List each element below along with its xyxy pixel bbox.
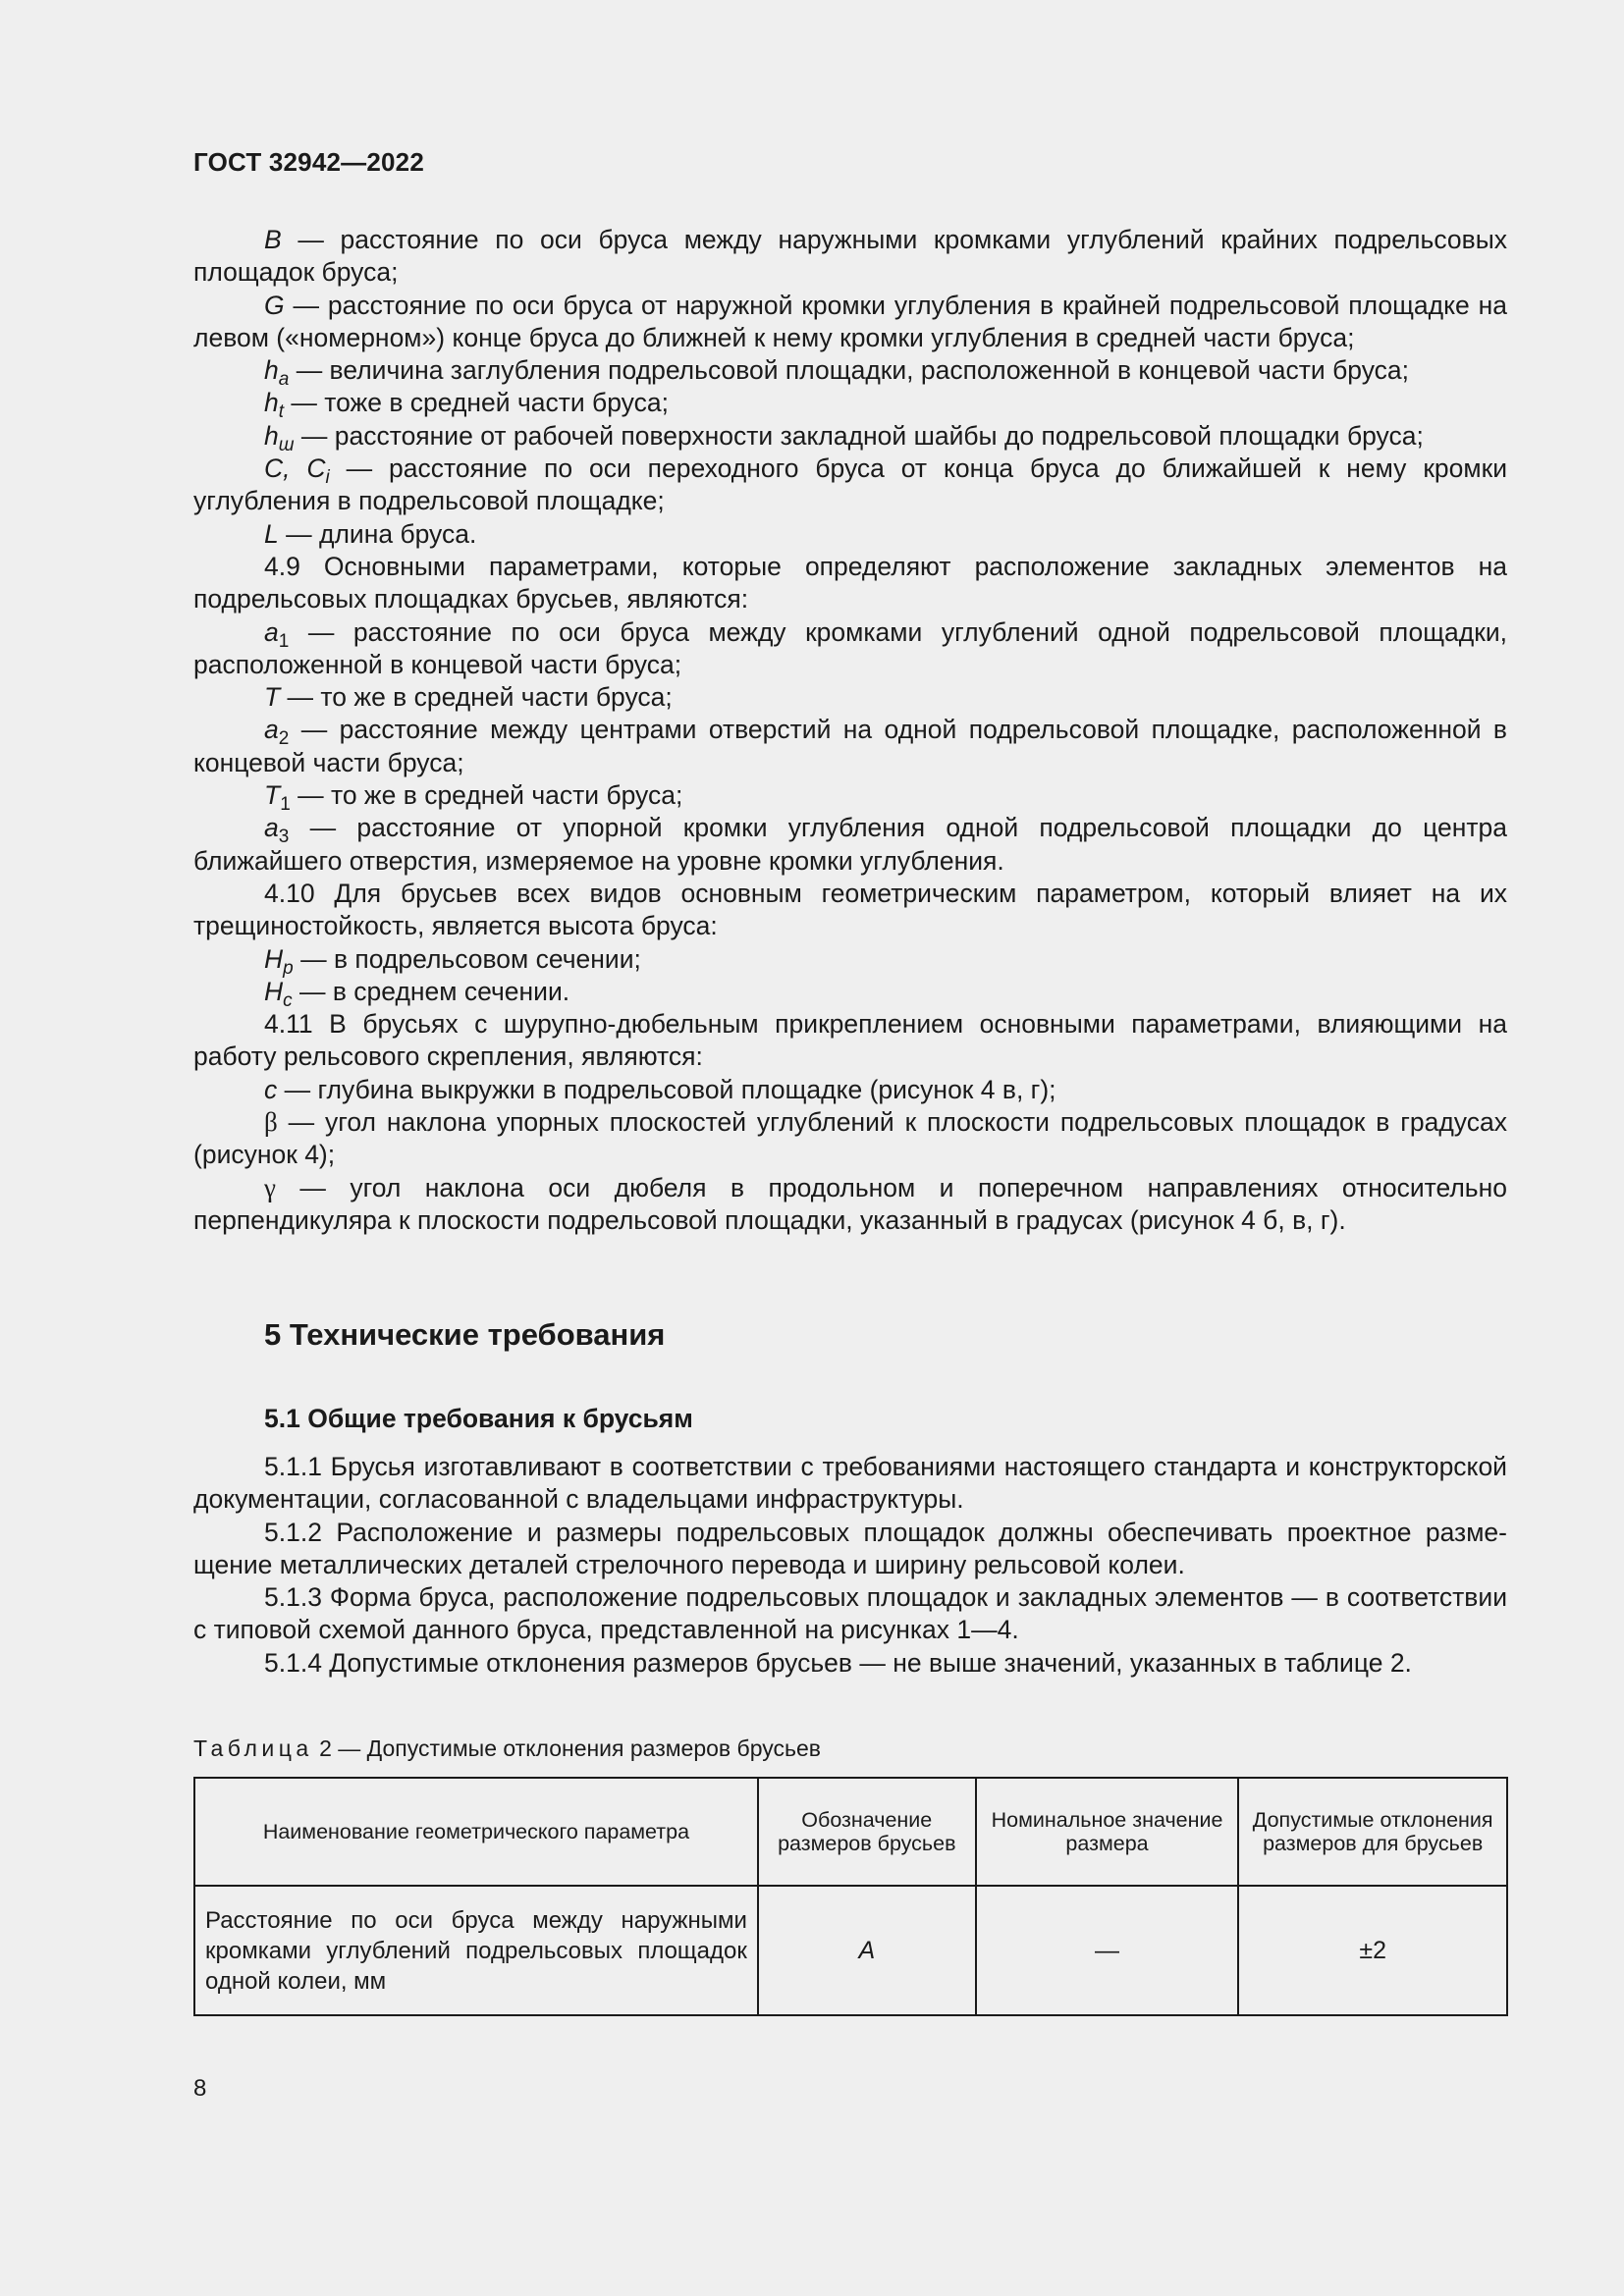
table-row — [194, 1886, 1507, 2015]
clause-item: γ — угол наклона оси дюбеля в продольном и поперечном направлениях относительно перпендикуляра к плоскости подрельсовой площадки, указанный в градусах (рисунок 4 б, в, г). — [193, 1172, 1507, 1235]
table-cell-nominal: — — [976, 1886, 1239, 2015]
table-header-row — [194, 1778, 1507, 1886]
definition-item: B — расстояние по оси бруса между наружными кромками углублений крайних подрельсовых площадок бруса; — [193, 225, 1507, 288]
paragraph: 5.1.2 Расположение и размеры подрельсовых площадок должны обеспечивать проектное размещение металлических деталей стрелочного перевода и ширину рельсовой колеи. — [193, 1517, 1507, 1579]
table-caption — [193, 1735, 821, 1762]
column-header: Обозначение размеров брусьев — [758, 1778, 976, 1886]
table-cell-tolerance: ±2 — [1238, 1886, 1507, 2015]
section-heading: 5 Технические требования — [264, 1317, 666, 1352]
clause-4-9-intro: 4.9 Основными параметрами, которые определяют расположение закладных элементов на подрельсовых площадках брусьев, являются: — [193, 551, 1507, 614]
clause-item: $H_c$ — в среднем сечении. — [264, 976, 570, 1011]
section-5-text — [193, 1451, 1507, 1680]
table-cell-name: Расстояние по оси бруса между наружными кромками углублений подрельсовых площадок одной колеи, мм — [194, 1886, 758, 2015]
table-caption-text: 2 — Допустимые отклонения размеров брусьев — [319, 1735, 821, 1761]
subsection-heading: 5.1 Общие требования к брусьям — [264, 1404, 693, 1433]
clause-item: $T_1$ — то же в средней части бруса; — [264, 780, 683, 816]
column-header: Наименование геометрического параметра — [194, 1778, 758, 1886]
clause-item: $H_p$ — в подрельсовом сечении; — [264, 943, 641, 979]
document-header: ГОСТ 32942—2022 — [193, 147, 424, 177]
paragraph: 5.1.1 Брусья изготавливают в соответствии с требованиями настоящего стандарта и конструкторской документации, согласованной с владельцами инфраструктуры. — [193, 1452, 1507, 1515]
definition-item: L — длина бруса. — [264, 518, 477, 549]
clause-item: $a_2$ — расстояние между центрами отверстий на одной подрельсовой площадке, расположенной в концевой части бруса; — [193, 715, 1507, 777]
body-text-block — [193, 224, 1507, 1237]
column-header: Номинальное значение размера — [976, 1778, 1239, 1886]
column-header: Допустимые отклонения размеров для брусьев — [1238, 1778, 1507, 1886]
page-number: 8 — [193, 2075, 207, 2102]
clause-item: $a_1$ — расстояние по оси бруса между кромками углублений одной подрельсовой площадки, расположенной в концевой части бруса; — [193, 616, 1507, 679]
definition-item: $h_a$ — величина заглубления подрельсовой площадки, расположенной в концевой части бруса; — [264, 355, 1409, 391]
clause-item: $a_3$ — расстояние от упорной кромки углубления одной подрельсовой площадки до центра ближайшего отверстия, измеряемое на уровне кромки углубления. — [193, 813, 1507, 876]
definition-item: $h_ш$ — расстояние от рабочей поверхности закладной шайбы до подрельсовой площадки бруса; — [264, 420, 1424, 455]
definition-item: $h_t$ — тоже в средней части бруса; — [264, 388, 669, 423]
table-caption-label: Таблица — [193, 1735, 313, 1761]
table-cell-symbol: A — [758, 1886, 976, 2015]
clause-4-10-intro: 4.10 Для брусьев всех видов основным геометрическим параметром, который влияет на их трещиностойкость, является высота бруса: — [193, 878, 1507, 941]
clause-item: c — глубина выкружки в подрельсовой площадке (рисунок 4 в, г); — [264, 1074, 1056, 1104]
tolerance-table — [193, 1777, 1508, 2016]
clause-item: T — то же в средней части бруса; — [264, 682, 673, 713]
definition-item: G — расстояние по оси бруса от наружной кромки углубления в крайней подрельсовой площадке на левом («номерном») конце бруса до ближней к нему кромки углубления в средней части бруса; — [193, 290, 1507, 352]
clause-4-11-intro: 4.11 В брусьях с шурупно-дюбельным прикреплением основными параметрами, влияющими на работу рельсового скрепления, являются: — [193, 1009, 1507, 1072]
definition-item: C, $C_i$ — расстояние по оси переходного бруса от конца бруса до ближайшей к нему кромки углубления в подрельсовой площадке; — [193, 454, 1507, 516]
paragraph: 5.1.4 Допустимые отклонения размеров брусьев — не выше значений, указанных в таблице 2. — [264, 1647, 1412, 1678]
clause-item: β — угол наклона упорных плоскостей углублений к плоскости подрельсовых площадок в градусах (рисунок 4); — [193, 1107, 1507, 1170]
paragraph: 5.1.3 Форма бруса, расположение подрельсовых площадок и закладных элементов — в соответствии с типовой схемой данного бруса, представленной на рисунках 1—4. — [193, 1582, 1507, 1645]
